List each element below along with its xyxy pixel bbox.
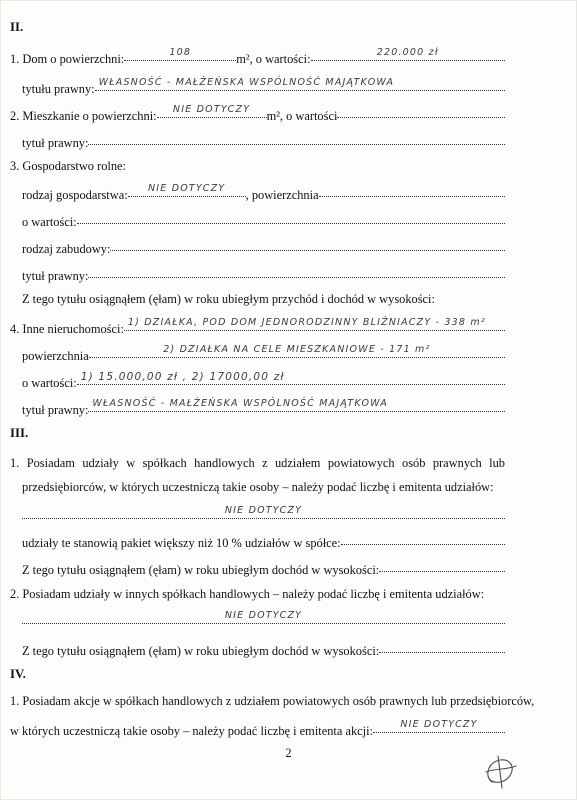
shares-p2-income-row: Z tego tytułu osiągnąłem (ęłam) w roku ubiegłym dochód w wysokości: <box>22 641 505 658</box>
flat-title-row: tytuł prawny: <box>22 133 505 150</box>
farm-title-field[interactable] <box>88 266 505 280</box>
stocks-p1-line1: 1. Posiadam akcje w spółkach handlowych z udziałem powiatowych osób prawnych lub przedsiębiorców, <box>10 694 535 708</box>
farm-buildings-field[interactable] <box>110 239 505 253</box>
shares-p2-value-row <box>22 612 505 626</box>
shares-p2-line1: 2. Posiadam udziały w innych spółkach handlowych – należy podać liczbę i emitenta udziałów: <box>10 587 485 601</box>
other-property-field[interactable]: 1) DZIAŁKA, POD DOM JEDNORODZINNY BLIŹNIACZY - 338 m² <box>124 319 505 333</box>
other-title-field[interactable]: WŁASNOŚĆ - MAŁŻEŃSKA WSPÓLNOŚĆ MAJĄTKOWA <box>88 400 505 414</box>
shares-p2-field[interactable]: NIE DOTYCZY <box>22 612 505 626</box>
other-property-row: 4. Inne nieruchomości: 1) DZIAŁKA, POD DOM JEDNORODZINNY BLIŹNIACZY - 338 m² <box>10 319 505 336</box>
flat-worth-field[interactable] <box>337 106 505 120</box>
other-worth-field[interactable]: 1) 15.000,00 zł , 2) 17000,00 zł <box>77 373 505 387</box>
flat-title-field[interactable] <box>88 133 505 147</box>
farm-type-field[interactable]: NIE DOTYCZY <box>128 185 246 199</box>
shares-pakiet-row: udziały te stanowią pakiet większy niż 10 % udziałów w spółce: <box>22 533 505 550</box>
stocks-p1-line2: w których uczestniczą takie osoby – należy podać liczbę i emitenta akcji: NIE DOTYCZY <box>10 721 505 738</box>
farm-buildings-row: rodzaj zabudowy: <box>22 239 505 256</box>
farm-area-field[interactable] <box>319 185 505 199</box>
farm-title-row: tytuł prawny: <box>22 266 505 283</box>
farm-worth-field[interactable] <box>77 212 505 226</box>
flat-row: 2. Mieszkanie o powierzchni: NIE DOTYCZY m², o wartości <box>10 106 505 123</box>
other-title-row: tytuł prawny: WŁASNOŚĆ - MAŁŻEŃSKA WSPÓLNOŚĆ MAJĄTKOWA <box>22 400 505 417</box>
farm-income-row: Z tego tytułu osiągnąłem (ęłam) w roku ubiegłym przychód i dochód w wysokości: <box>22 292 435 306</box>
farm-row: 3. Gospodarstwo rolne: <box>10 159 126 173</box>
paper-fold-mark <box>497 0 577 40</box>
house-area-field[interactable]: 108 <box>124 49 236 63</box>
shares-p1-line2: przedsiębiorców, w których uczestniczą takie osoby – należy podać liczbę i emitenta udziałów: <box>22 480 494 494</box>
other-area-row: powierzchnia 2) DZIAŁKA NA CELE MIESZKANIOWE - 171 m² <box>22 346 505 363</box>
shares-p1-field[interactable]: NIE DOTYCZY <box>22 507 505 521</box>
shares-p1-income-row: Z tego tytułu osiągnąłem (ęłam) w roku ubiegłym dochód w wysokości: <box>22 560 505 577</box>
section-heading-iv: IV. <box>10 667 26 681</box>
stocks-p1-field[interactable]: NIE DOTYCZY <box>373 721 505 735</box>
house-worth-field[interactable]: 220.000 zł <box>311 49 505 63</box>
section-heading-iii: III. <box>10 426 29 440</box>
signature-mark <box>478 752 522 792</box>
house-title-row: tytułu prawny: WŁASNOŚĆ - MAŁŻEŃSKA WSPÓLNOŚĆ MAJĄTKOWA <box>22 79 505 96</box>
other-worth-row: o wartości: 1) 15.000,00 zł , 2) 17000,00 zł <box>22 373 505 390</box>
page-number: 2 <box>285 746 292 760</box>
house-row: 1. Dom o powierzchni: 108 m², o wartości: 220.000 zł <box>10 49 505 66</box>
shares-p1-value-row <box>22 507 505 521</box>
section-heading-ii: II. <box>10 20 24 34</box>
house-title-field[interactable]: WŁASNOŚĆ - MAŁŻEŃSKA WSPÓLNOŚĆ MAJĄTKOWA <box>95 79 505 93</box>
shares-p1-line1: 1. Posiadam udziały w spółkach handlowych z udziałem powiatowych osób prawnych lub <box>10 456 505 470</box>
farm-worth-row: o wartości: <box>22 212 505 229</box>
shares-p1-income-field[interactable] <box>379 560 505 574</box>
flat-area-field[interactable]: NIE DOTYCZY <box>157 106 267 120</box>
farm-type-row: rodzaj gospodarstwa: NIE DOTYCZY , powierzchnia <box>22 185 505 202</box>
other-area-field[interactable]: 2) DZIAŁKA NA CELE MIESZKANIOWE - 171 m² <box>89 346 505 360</box>
shares-p2-income-field[interactable] <box>379 641 505 655</box>
shares-pakiet-field[interactable] <box>341 533 505 547</box>
